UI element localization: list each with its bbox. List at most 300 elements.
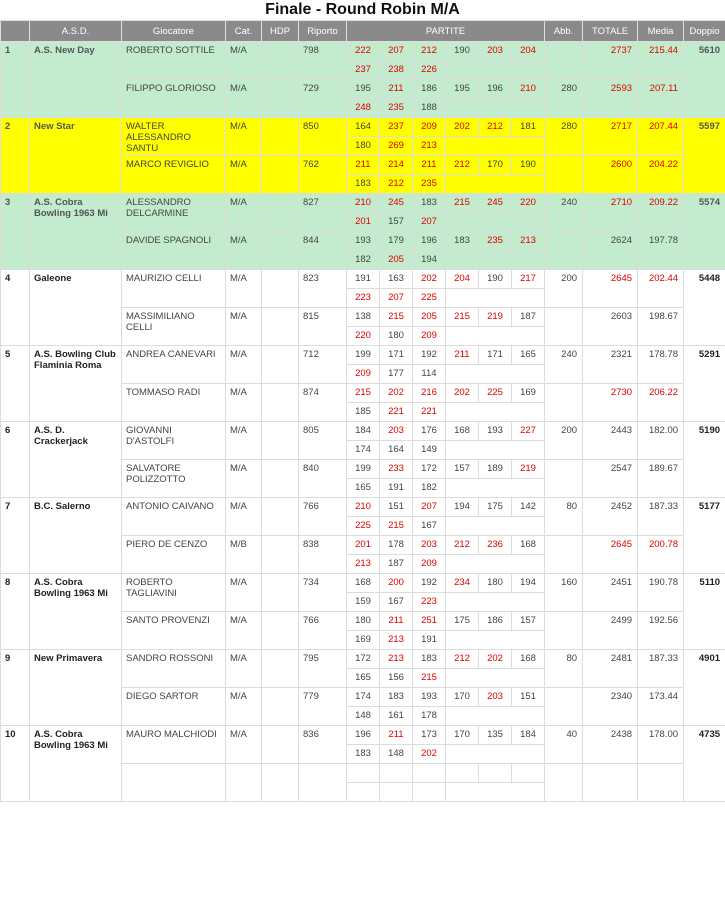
player-hdp	[262, 536, 299, 574]
player-name: MAURIZIO CELLI	[122, 270, 226, 308]
team-club: B.C. Salerno	[30, 498, 122, 574]
player-totale: 2710	[583, 194, 638, 232]
game-score: 203	[413, 536, 446, 555]
game-score: 235	[479, 232, 512, 251]
game-score: 168	[347, 574, 380, 593]
game-score: 204	[446, 270, 479, 289]
player-riporto: 823	[299, 270, 347, 308]
player-category: M/A	[226, 346, 262, 384]
player-media: 200.78	[638, 536, 684, 574]
game-score: 203	[479, 42, 512, 61]
team-doppio: 5190	[684, 422, 725, 498]
player-hdp	[262, 270, 299, 308]
game-score: 178	[380, 536, 413, 555]
player-hdp	[262, 726, 299, 764]
game-score: 178	[413, 707, 446, 726]
game-score: 183	[347, 745, 380, 764]
player-name: MAURO MALCHIODI	[122, 726, 226, 764]
empty-cell	[446, 99, 545, 118]
player-riporto: 850	[299, 118, 347, 156]
player-category: M/A	[226, 80, 262, 118]
game-score: 194	[446, 498, 479, 517]
table-row	[1, 726, 725, 745]
player-name: ROBERTO TAGLIAVINI	[122, 574, 226, 612]
player-name: DIEGO SARTOR	[122, 688, 226, 726]
game-score: 165	[347, 479, 380, 498]
header-partite: PARTITE	[347, 21, 545, 42]
game-score: 199	[347, 346, 380, 365]
game-score: 237	[347, 61, 380, 80]
game-score	[512, 764, 545, 783]
team-doppio: 5448	[684, 270, 725, 346]
player-totale: 2730	[583, 384, 638, 422]
player-abb: 240	[545, 194, 583, 232]
game-score: 201	[347, 536, 380, 555]
player-name: SANTO PROVENZI	[122, 612, 226, 650]
player-category	[226, 764, 262, 802]
empty-cell	[446, 517, 545, 536]
player-riporto: 838	[299, 536, 347, 574]
game-score	[347, 783, 380, 802]
game-score: 176	[413, 422, 446, 441]
player-hdp	[262, 498, 299, 536]
player-abb	[545, 764, 583, 802]
game-score: 235	[380, 99, 413, 118]
game-score: 209	[413, 555, 446, 574]
player-media: 192.56	[638, 612, 684, 650]
player-media: 215.44	[638, 42, 684, 80]
game-score: 226	[413, 61, 446, 80]
table-row	[1, 574, 725, 593]
player-category: M/A	[226, 574, 262, 612]
game-score: 190	[512, 156, 545, 175]
game-score: 156	[380, 669, 413, 688]
game-score: 210	[347, 498, 380, 517]
player-riporto: 766	[299, 498, 347, 536]
game-score: 186	[479, 612, 512, 631]
player-category: M/A	[226, 612, 262, 650]
empty-cell	[446, 175, 545, 194]
player-category: M/A	[226, 726, 262, 764]
game-score: 236	[479, 536, 512, 555]
game-score: 204	[512, 42, 545, 61]
player-totale: 2340	[583, 688, 638, 726]
header-abb: Abb.	[545, 21, 583, 42]
game-score: 212	[446, 156, 479, 175]
game-score: 168	[512, 536, 545, 555]
game-score: 215	[446, 194, 479, 213]
game-score: 138	[347, 308, 380, 327]
player-riporto	[299, 764, 347, 802]
game-score: 211	[413, 156, 446, 175]
empty-cell	[446, 365, 545, 384]
player-riporto: 734	[299, 574, 347, 612]
game-score: 222	[347, 42, 380, 61]
game-score: 194	[512, 574, 545, 593]
game-score: 190	[446, 42, 479, 61]
player-abb	[545, 156, 583, 194]
game-score: 163	[380, 270, 413, 289]
table-row	[1, 194, 725, 213]
player-riporto: 815	[299, 308, 347, 346]
game-score: 191	[347, 270, 380, 289]
game-score: 202	[413, 745, 446, 764]
team-position: 8	[1, 574, 30, 650]
team-club: A.S. Cobra Bowling 1963 Mi	[30, 194, 122, 270]
page-title: Finale - Round Robin M/A	[265, 1, 460, 18]
game-score: 223	[413, 593, 446, 612]
player-riporto: 779	[299, 688, 347, 726]
game-score: 148	[380, 745, 413, 764]
table-row	[1, 118, 725, 137]
game-score: 184	[347, 422, 380, 441]
player-riporto: 836	[299, 726, 347, 764]
player-name: MARCO REVIGLIO	[122, 156, 226, 194]
player-hdp	[262, 688, 299, 726]
player-media: 173.44	[638, 688, 684, 726]
game-score: 192	[413, 574, 446, 593]
player-hdp	[262, 650, 299, 688]
game-score: 170	[446, 688, 479, 707]
player-name: DAVIDE SPAGNOLI	[122, 232, 226, 270]
game-score: 207	[413, 213, 446, 232]
player-category: M/A	[226, 232, 262, 270]
header-hdp: HDP	[262, 21, 299, 42]
game-score: 212	[380, 175, 413, 194]
game-score: 191	[380, 479, 413, 498]
game-score: 193	[413, 688, 446, 707]
game-score: 191	[413, 631, 446, 650]
game-score	[413, 783, 446, 802]
game-score: 196	[347, 726, 380, 745]
team-doppio: 5610	[684, 42, 725, 118]
game-score: 248	[347, 99, 380, 118]
game-score: 212	[446, 536, 479, 555]
player-name: FILIPPO GLORIOSO	[122, 80, 226, 118]
game-score: 161	[380, 707, 413, 726]
player-totale: 2547	[583, 460, 638, 498]
empty-cell	[446, 669, 545, 688]
player-name: WALTER ALESSANDRO SANTU	[122, 118, 226, 156]
player-media: 178.78	[638, 346, 684, 384]
game-score: 205	[380, 251, 413, 270]
player-hdp	[262, 308, 299, 346]
player-abb: 280	[545, 80, 583, 118]
game-score: 199	[347, 460, 380, 479]
table-row	[1, 270, 725, 289]
player-media: 202.44	[638, 270, 684, 308]
table-row	[1, 650, 725, 669]
game-score: 201	[347, 213, 380, 232]
game-score: 171	[479, 346, 512, 365]
team-doppio: 5110	[684, 574, 725, 650]
game-score: 169	[512, 384, 545, 403]
game-score: 219	[479, 308, 512, 327]
player-category: M/A	[226, 384, 262, 422]
player-totale: 2593	[583, 80, 638, 118]
empty-cell	[446, 593, 545, 612]
game-score: 233	[380, 460, 413, 479]
game-score	[347, 764, 380, 783]
game-score: 200	[380, 574, 413, 593]
team-position: 9	[1, 650, 30, 726]
game-score: 171	[380, 346, 413, 365]
player-riporto: 762	[299, 156, 347, 194]
player-name: PIERO DE CENZO	[122, 536, 226, 574]
game-score: 168	[446, 422, 479, 441]
game-score: 157	[446, 460, 479, 479]
player-media: 182.00	[638, 422, 684, 460]
player-media: 204.22	[638, 156, 684, 194]
game-score: 193	[347, 232, 380, 251]
team-doppio: 5597	[684, 118, 725, 194]
team-doppio: 5291	[684, 346, 725, 422]
player-media: 190.78	[638, 574, 684, 612]
game-score: 193	[479, 422, 512, 441]
game-score: 212	[446, 650, 479, 669]
player-category: M/A	[226, 194, 262, 232]
game-score: 180	[380, 327, 413, 346]
game-score: 202	[380, 384, 413, 403]
player-abb: 280	[545, 118, 583, 156]
game-score: 182	[347, 251, 380, 270]
game-score: 164	[380, 441, 413, 460]
player-totale: 2321	[583, 346, 638, 384]
header-row	[1, 21, 725, 42]
empty-cell	[446, 137, 545, 156]
player-category: M/A	[226, 42, 262, 80]
game-score: 215	[413, 669, 446, 688]
empty-cell	[446, 251, 545, 270]
game-score: 215	[347, 384, 380, 403]
player-name: GIOVANNI D'ASTOLFI	[122, 422, 226, 460]
game-score: 211	[347, 156, 380, 175]
game-score: 209	[347, 365, 380, 384]
game-score: 212	[413, 42, 446, 61]
game-score: 170	[446, 726, 479, 745]
player-abb	[545, 308, 583, 346]
player-category: M/A	[226, 688, 262, 726]
game-score: 172	[413, 460, 446, 479]
player-hdp	[262, 460, 299, 498]
empty-cell	[446, 327, 545, 346]
game-score: 215	[380, 517, 413, 536]
player-media: 207.11	[638, 80, 684, 118]
team-club: New Primavera	[30, 650, 122, 726]
game-score: 149	[413, 441, 446, 460]
game-score: 183	[347, 175, 380, 194]
game-score	[479, 764, 512, 783]
game-score: 189	[479, 460, 512, 479]
game-score: 170	[479, 156, 512, 175]
game-score: 148	[347, 707, 380, 726]
game-score: 220	[512, 194, 545, 213]
game-score: 212	[479, 118, 512, 137]
empty-cell	[446, 631, 545, 650]
player-abb: 200	[545, 270, 583, 308]
game-score: 227	[512, 422, 545, 441]
player-media	[638, 764, 684, 802]
player-name: ROBERTO SOTTILE	[122, 42, 226, 80]
game-score: 174	[347, 441, 380, 460]
player-category: M/A	[226, 422, 262, 460]
team-club: New Star	[30, 118, 122, 194]
game-score: 217	[512, 270, 545, 289]
game-score	[413, 764, 446, 783]
player-category: M/A	[226, 498, 262, 536]
player-hdp	[262, 422, 299, 460]
player-riporto: 712	[299, 346, 347, 384]
player-media: 197.78	[638, 232, 684, 270]
player-abb: 200	[545, 422, 583, 460]
game-score: 180	[479, 574, 512, 593]
team-position: 3	[1, 194, 30, 270]
player-media: 187.33	[638, 650, 684, 688]
game-score: 213	[380, 650, 413, 669]
game-score: 237	[380, 118, 413, 137]
game-score: 185	[347, 403, 380, 422]
player-name: ALESSANDRO DELCARMINE	[122, 194, 226, 232]
game-score: 225	[347, 517, 380, 536]
game-score: 183	[446, 232, 479, 251]
player-media: 207.44	[638, 118, 684, 156]
game-score: 238	[380, 61, 413, 80]
game-score: 196	[413, 232, 446, 251]
game-score: 187	[512, 308, 545, 327]
player-abb: 80	[545, 498, 583, 536]
game-score: 211	[380, 612, 413, 631]
player-totale: 2737	[583, 42, 638, 80]
game-score: 210	[512, 80, 545, 99]
player-hdp	[262, 612, 299, 650]
player-name	[122, 764, 226, 802]
game-score: 175	[479, 498, 512, 517]
team-position: 1	[1, 42, 30, 118]
header-pos	[1, 21, 30, 42]
game-score: 168	[512, 650, 545, 669]
player-totale: 2717	[583, 118, 638, 156]
game-score: 213	[347, 555, 380, 574]
game-score: 167	[413, 517, 446, 536]
player-hdp	[262, 384, 299, 422]
player-riporto: 795	[299, 650, 347, 688]
table-row	[1, 498, 725, 517]
team-club: A.S. New Day	[30, 42, 122, 118]
empty-cell	[446, 479, 545, 498]
game-score: 157	[512, 612, 545, 631]
game-score: 165	[347, 669, 380, 688]
game-score: 213	[413, 137, 446, 156]
game-score: 245	[380, 194, 413, 213]
game-score: 182	[413, 479, 446, 498]
player-hdp	[262, 118, 299, 156]
game-score: 225	[479, 384, 512, 403]
team-position: 7	[1, 498, 30, 574]
player-riporto: 827	[299, 194, 347, 232]
game-score: 220	[347, 327, 380, 346]
player-riporto: 766	[299, 612, 347, 650]
player-abb	[545, 688, 583, 726]
player-abb	[545, 42, 583, 80]
game-score: 165	[512, 346, 545, 365]
game-score: 151	[512, 688, 545, 707]
player-abb	[545, 536, 583, 574]
header-asd: A.S.D.	[30, 21, 122, 42]
player-hdp	[262, 574, 299, 612]
player-totale	[583, 764, 638, 802]
empty-cell	[446, 441, 545, 460]
team-doppio: 5177	[684, 498, 725, 574]
header-cat: Cat.	[226, 21, 262, 42]
player-totale: 2443	[583, 422, 638, 460]
player-hdp	[262, 232, 299, 270]
game-score: 164	[347, 118, 380, 137]
player-riporto: 844	[299, 232, 347, 270]
player-totale: 2499	[583, 612, 638, 650]
team-club: A.S. Cobra Bowling 1963 Mi	[30, 574, 122, 650]
game-score: 180	[347, 137, 380, 156]
game-score: 190	[479, 270, 512, 289]
player-abb	[545, 232, 583, 270]
game-score: 186	[413, 80, 446, 99]
game-score: 151	[380, 498, 413, 517]
game-score: 195	[347, 80, 380, 99]
game-score: 169	[347, 631, 380, 650]
game-score	[380, 764, 413, 783]
header-doppio: Doppio	[684, 21, 725, 42]
empty-cell	[446, 213, 545, 232]
player-name: ANDREA CANEVARI	[122, 346, 226, 384]
game-score: 203	[479, 688, 512, 707]
table-row	[1, 346, 725, 365]
game-score: 207	[380, 289, 413, 308]
player-media: 178.00	[638, 726, 684, 764]
game-score: 207	[413, 498, 446, 517]
player-media: 206.22	[638, 384, 684, 422]
game-score: 180	[347, 612, 380, 631]
player-category: M/A	[226, 460, 262, 498]
game-score: 216	[413, 384, 446, 403]
player-totale: 2452	[583, 498, 638, 536]
empty-cell	[446, 403, 545, 422]
player-hdp	[262, 194, 299, 232]
player-media: 187.33	[638, 498, 684, 536]
game-score: 251	[413, 612, 446, 631]
player-totale: 2600	[583, 156, 638, 194]
game-score: 210	[347, 194, 380, 213]
table-row	[1, 422, 725, 441]
game-score: 225	[413, 289, 446, 308]
player-totale: 2645	[583, 536, 638, 574]
game-score: 245	[479, 194, 512, 213]
player-abb: 80	[545, 650, 583, 688]
player-media: 209.22	[638, 194, 684, 232]
player-abb: 240	[545, 346, 583, 384]
empty-cell	[446, 289, 545, 308]
player-totale: 2451	[583, 574, 638, 612]
player-category: M/A	[226, 156, 262, 194]
game-score: 202	[413, 270, 446, 289]
player-name: MASSIMILIANO CELLI	[122, 308, 226, 346]
game-score: 213	[380, 631, 413, 650]
player-abb: 160	[545, 574, 583, 612]
player-riporto: 729	[299, 80, 347, 118]
empty-cell	[446, 555, 545, 574]
player-abb: 40	[545, 726, 583, 764]
game-score: 202	[446, 118, 479, 137]
team-doppio: 5574	[684, 194, 725, 270]
game-score: 203	[380, 422, 413, 441]
